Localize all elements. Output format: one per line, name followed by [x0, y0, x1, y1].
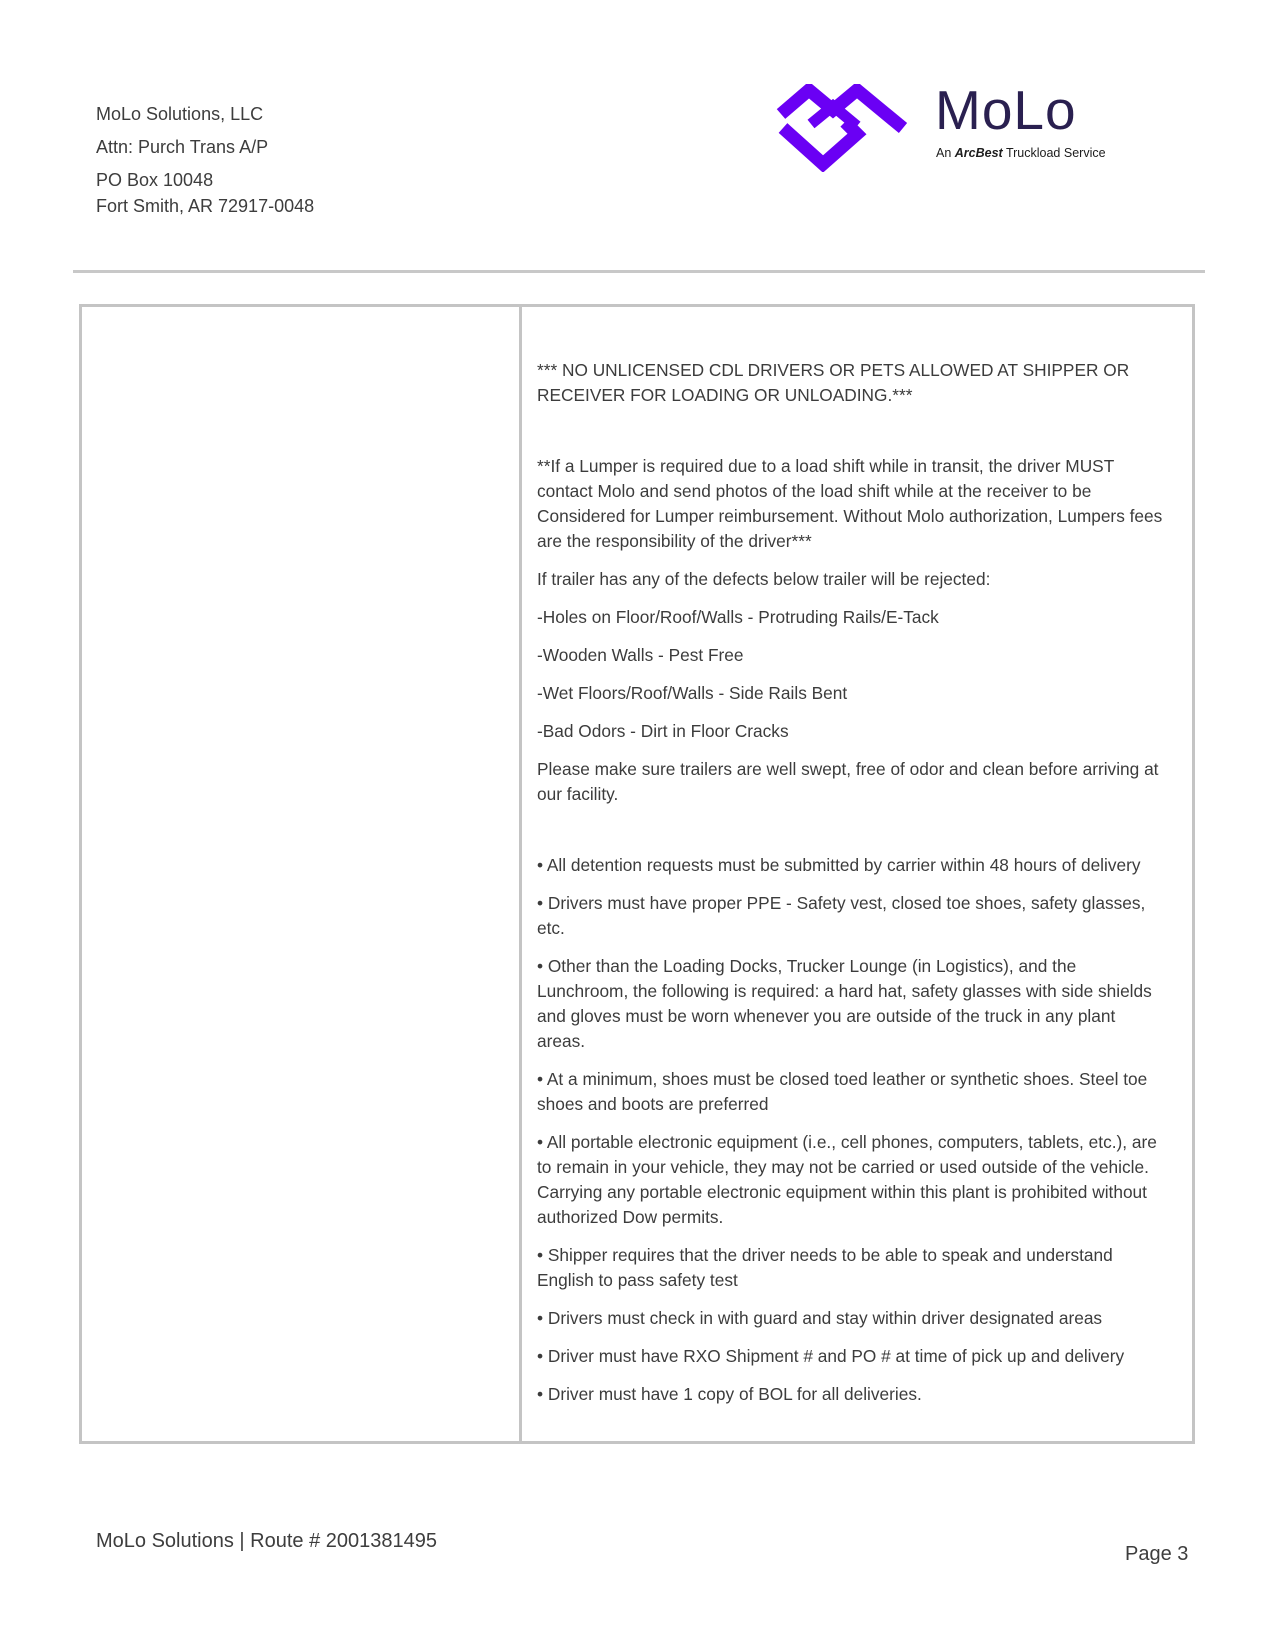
molo-logo	[775, 79, 1155, 176]
note-lumper: **If a Lumper is required due to a load shift while in transit, the driver MUST contact Molo and send photos of the load shift while at the receiver to be Considered for Lumper reimbursement. Without Molo authorization, Lumpers fees are the responsibility of the driver***	[537, 456, 1163, 551]
address-po-box: PO Box 10048	[96, 170, 214, 190]
address-attn: Attn: Purch Trans A/P	[96, 137, 269, 157]
logo-tagline	[936, 146, 1106, 160]
page-number: Page 3	[1125, 1543, 1189, 1565]
footer-route: MoLo Solutions | Route # 2001381495	[96, 1530, 438, 1552]
notes-table	[79, 304, 1195, 1444]
bullet-item: • Driver must have RXO Shipment # and PO # at time of pick up and delivery	[537, 1346, 1125, 1366]
notes-table-left-cell	[82, 307, 519, 1441]
defect-item: -Wet Floors/Roof/Walls - Side Rails Bent	[537, 683, 848, 703]
notes-table-right-cell	[537, 358, 1167, 1420]
note-swept: Please make sure trailers are well swept, free of odor and clean before arriving at our facility.	[537, 759, 1159, 804]
bullet-item: • Other than the Loading Docks, Trucker Lounge (in Logistics), and the Lunchroom, the following is required: a hard hat, safety glasses with side shields and gloves must be worn whenever you are outside of the truck in any plant areas.	[537, 956, 1152, 1051]
defect-item: -Holes on Floor/Roof/Walls - Protruding Rails/E-Tack	[537, 607, 939, 627]
logo-wordmark: MoLo	[935, 79, 1077, 141]
bullet-item: • All portable electronic equipment (i.e., cell phones, computers, tablets, etc.), are to remain in your vehicle, they may not be carried or used outside of the vehicle. Carrying any portable electronic equipment within this plant is prohibited without authorized Dow permits.	[537, 1132, 1157, 1227]
bullet-item: • Shipper requires that the driver needs to be able to speak and understand English to pass safety test	[537, 1245, 1113, 1290]
defect-item: -Wooden Walls - Pest Free	[537, 645, 744, 665]
defect-item: -Bad Odors - Dirt in Floor Cracks	[537, 721, 789, 741]
address-city: Fort Smith, AR 72917-0048	[96, 196, 315, 216]
bullet-item: • At a minimum, shoes must be closed toed leather or synthetic shoes. Steel toe shoes and boots are preferred	[537, 1069, 1148, 1114]
molo-chevron-logo-icon	[775, 84, 907, 172]
logo-tag-brand: ArcBest	[954, 146, 1003, 160]
logo-tag-prefix: An	[936, 146, 952, 160]
bullet-item: • Drivers must have proper PPE - Safety vest, closed toe shoes, safety glasses, etc.	[537, 893, 1146, 938]
logo-tag-suffix: Truckload Service	[1005, 146, 1106, 160]
address-company: MoLo Solutions, LLC	[96, 104, 264, 124]
note-defects-intro: If trailer has any of the defects below trailer will be rejected:	[537, 569, 991, 589]
bullet-item: • All detention requests must be submitted by carrier within 48 hours of delivery	[537, 855, 1141, 875]
header-divider	[73, 270, 1205, 273]
bullet-item: • Drivers must check in with guard and stay within driver designated areas	[537, 1308, 1103, 1328]
notes-table-column-divider	[519, 307, 522, 1441]
note-no-unlicensed: *** NO UNLICENSED CDL DRIVERS OR PETS ALLOWED AT SHIPPER OR RECEIVER FOR LOADING OR UNLOADING.***	[537, 360, 1130, 405]
bullet-item: • Driver must have 1 copy of BOL for all deliveries.	[537, 1384, 922, 1404]
